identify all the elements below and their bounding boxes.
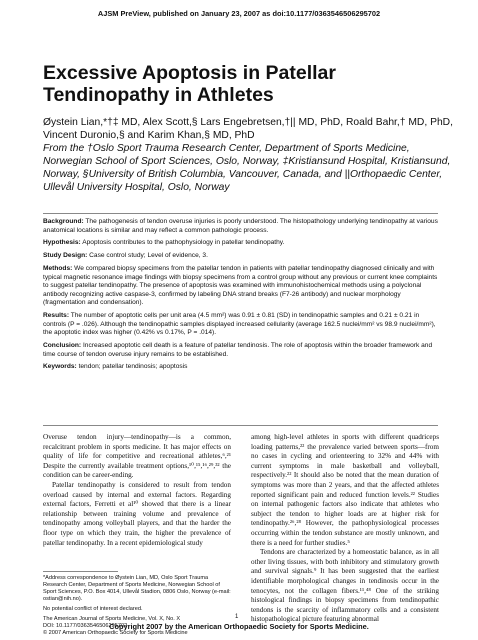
- abstract: [43, 218, 438, 376]
- affiliation-line-4: Ullevål University Hospital, Oslo, Norway: [43, 182, 230, 193]
- affiliation-line-2: Norwegian School of Sport Sciences, Oslo, Norway, ‡Kristiansund Hospital, Kristiansund,: [43, 156, 451, 167]
- affiliation-line-1: From the †Oslo Sport Trauma Research Center, Department of Sports Medicine,: [43, 143, 410, 154]
- hypothesis-label: Hypothesis:: [43, 239, 81, 247]
- abstract-results: [43, 312, 438, 338]
- body-paragraph: Tendons are characterized by a homeostatic balance, as in all other living tissues, with both inhibitory and stimulatory growth and survival signals.⁹ It has been suggested that the earliest identifiable morphological changes in tendinosis occur in the tenocytes, not the collagen fibers.¹¹,⁴⁸ One of the striking histological findings in biopsy specimens from tendinopathic tendons is the scarcity of inflammatory cells and a consistent histopathological picture featuring abnormal: [251, 548, 439, 624]
- conclusion-label: Conclusion:: [43, 342, 82, 350]
- body-paragraph: Overuse tendon injury—tendinopathy—is a common, recalcitrant problem in sports medicine. It has major effects on quality of life for competitive and recreational athletes,⁶,²¹ Despite the currently available treatment options,¹⁰,¹⁵,¹⁶,²⁹,³² the condition can be career-ending.: [43, 433, 231, 480]
- background-text: The pathogenesis of tendon overuse injuries is poorly understood. The histopathology underlying tendinopathy at various anatomical locations is similar and may reflect a common pathologic process.: [43, 218, 438, 234]
- results-label: Results:: [43, 312, 70, 320]
- abstract-hypothesis: [43, 239, 438, 248]
- keywords-text: tendon; patellar tendinosis; apoptosis: [78, 363, 188, 371]
- journal-citation: The American Journal of Sports Medicine, Vol. X, No. X: [43, 616, 181, 622]
- conflict-footnote: No potential conflict of interest declared.: [43, 606, 143, 612]
- body-column-right: [251, 433, 439, 625]
- body-column-left: [43, 433, 231, 548]
- authors-line-2: Vincent Duronio,§ and Karim Khan,§ MD, PhD: [43, 130, 255, 141]
- copyright-notice: © 2007 American Orthopaedic Society for Sports Medicine: [43, 630, 188, 636]
- keywords-label: Keywords:: [43, 363, 77, 371]
- methods-text: We compared biopsy specimens from the patellar tendon in patients with patellar tendinopathy diagnosed clinically and with typical magnetic resonance image findings with biopsy specimens from a control group without any previous or current knee complaints to suggest patellar tendinopathy. The presence of apoptosis was examined with immunohistochemical methods using a polyclonal antibody recognizing active caspase-3, confirmed by labeling DNA strand breaks (F7-26 antibody) and nuclear morphology (fragmentation and condensation).: [43, 264, 438, 307]
- results-text: The number of apoptotic cells per unit area (4.5 mm²) was 0.91 ± 0.81 (SD) in tendinopathic samples and 0.21 ± 0.21 in controls (P = .026). Although the tendinopathic samples displayed increased cellularity (average 162.5 nuclei/mm² vs 98.9 nuclei/mm²), the apoptotic index was higher (0.42% vs 0.17%, P = .014).: [43, 312, 436, 337]
- abstract-methods: [43, 265, 438, 308]
- abstract-bottom-rule: [43, 425, 438, 426]
- article-title: [43, 62, 443, 106]
- affiliation-line-3: Norway, §University of British Columbia, Vancouver, Canada, and ||Orthopaedic Center,: [43, 169, 443, 180]
- authors-line-1: Øystein Lian,*†‡ MD, Alex Scott,§ Lars Engebretsen,†|| MD, PhD, Roald Bahr,† MD, PhD,: [43, 117, 453, 128]
- title-line-2: Tendinopathy in Athletes: [43, 84, 274, 106]
- title-line-1: Excessive Apoptosis in Patellar: [43, 62, 336, 84]
- copyright-footer: Copyright 2007 by the American Orthopaedic Society for Sports Medicine.: [109, 622, 369, 631]
- conclusion-text: Increased apoptotic cell death is a feature of patellar tendinosis. The role of apoptosis within the broader framework and time course of tendon overuse injury remains to be established.: [43, 342, 433, 358]
- abstract-top-rule: [43, 213, 438, 214]
- abstract-conclusion: [43, 342, 438, 359]
- footnote-rule: [43, 571, 118, 572]
- abstract-study-design: [43, 252, 438, 261]
- author-block: [43, 116, 453, 194]
- correspondence-footnote: *Address correspondence to Øystein Lian, MD, Oslo Sport Trauma Research Center, Department of Sports Medicine, Norwegian School of Sport Sciences, P.O. Box 4014, Ullevål Stadion, 0806 Oslo, Norway (e-mail: ostian@nih.no).: [43, 575, 231, 602]
- abstract-background: [43, 218, 438, 235]
- study-design-label: Study Design:: [43, 252, 88, 260]
- hypothesis-text: Apoptosis contributes to the pathophysiology in patellar tendinopathy.: [82, 239, 285, 247]
- background-label: Background:: [43, 218, 84, 225]
- doi: DOI: 10.1177/0363546506295702: [43, 623, 128, 629]
- methods-label: Methods:: [43, 264, 73, 272]
- body-paragraph: Patellar tendinopathy is considered to result from tendon overload caused by internal and external factors. Regarding external factors, Ferretti et al¹⁰ showed that there is a linear relationship between training volume and prevalence of tendinopathy among volleyball players, and that the harder the floor type on which they train, the higher the prevalence of patellar tendinopathy. In a recent epidemiological study: [43, 480, 231, 547]
- preview-header: AJSM PreView, published on January 23, 2007 as doi:10.1177/0363546506295702: [97, 9, 381, 18]
- study-design-text: Case control study; Level of evidence, 3.: [89, 252, 208, 260]
- abstract-keywords: [43, 363, 438, 372]
- page-number: 1: [235, 614, 239, 620]
- body-paragraph: among high-level athletes in sports with different quadriceps loading patterns,²² the prevalence varied between sports—from no cases in cycling and orienteering to 32% and 44% with current symptoms in male basketball and volleyball, respectively.²² It should also be noted that the mean duration of symptoms was more than 2 years, and that the affected athletes reported significant pain and reduced function levels.²² Studies on internal pathogenic factors also indicate that athletes who subject the tendon to higher loads are at higher risk for tendinopathy.²⁶,²⁸ However, the pathophysiological processes occurring within the tendon substance are mostly unknown, and there is a need for further studies.⁵: [251, 433, 439, 547]
